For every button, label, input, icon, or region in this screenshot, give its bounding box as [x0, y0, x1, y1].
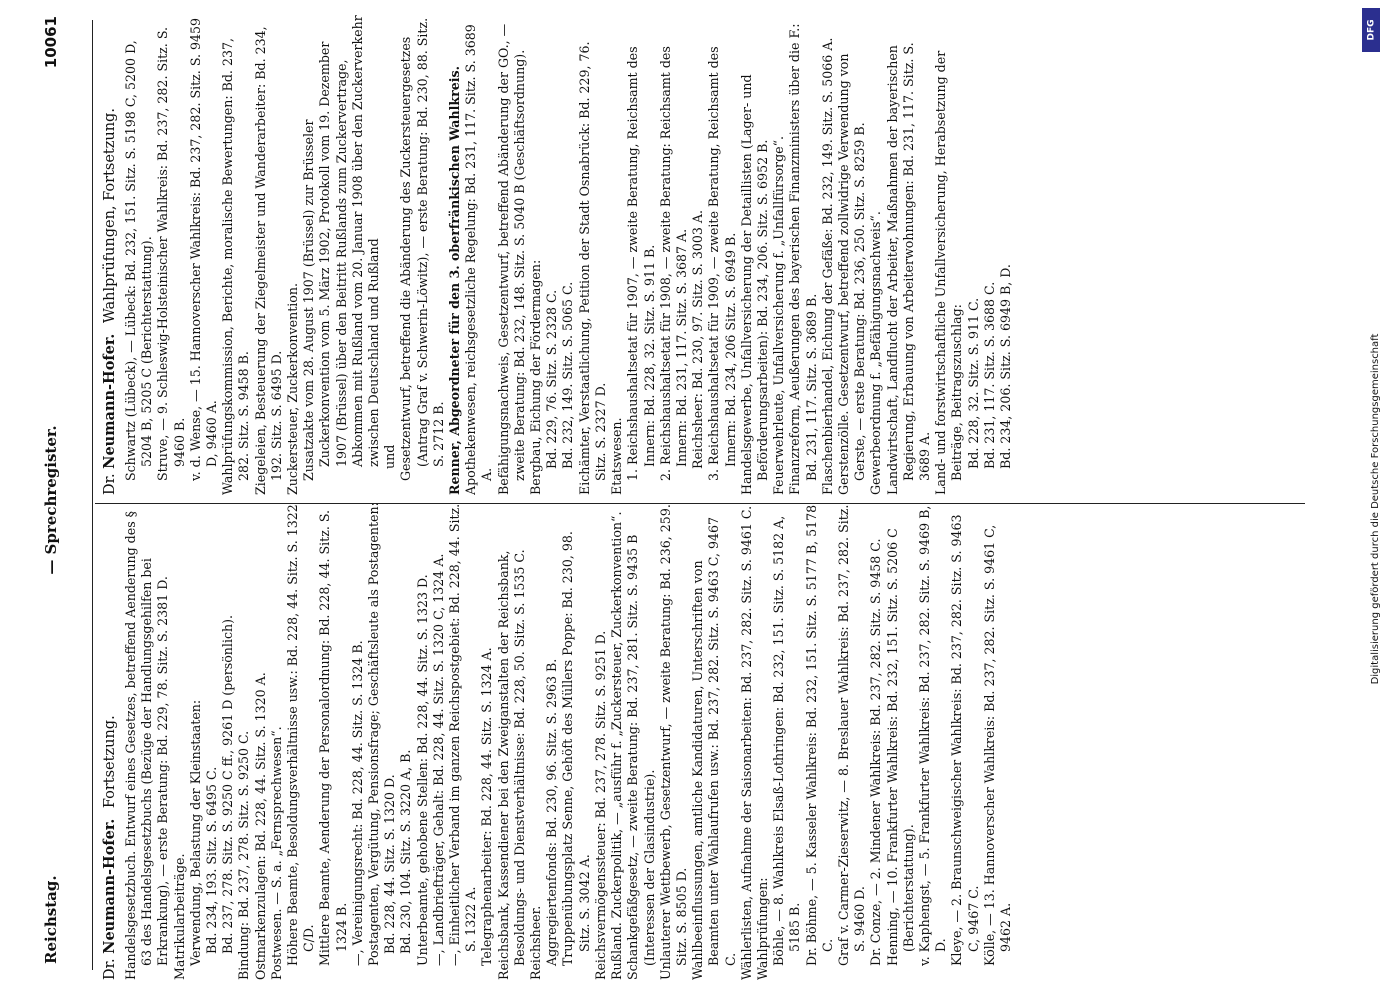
- dfg-logo-text: DFG: [1366, 19, 1377, 41]
- index-entry: Aggregiertenfonds: Bd. 230, 96. Sitz. S. 2963 B.: [544, 658, 560, 966]
- index-entry: Etatswesen.: [609, 417, 625, 495]
- index-entry: Ostmarkenzulagen: Bd. 228, 44. Sitz. S. 1320 A.: [252, 672, 268, 980]
- index-entry: Reichsheer: Bd. 230, 97. Sitz. S. 3003 A.: [690, 210, 706, 469]
- index-entry: Apothekenwesen, reichsgesetzliche Regelung: Bd. 231, 117. Sitz. S. 3689 A.: [463, 24, 495, 495]
- index-entry: Zuckersteuer, Zuckerkonvention.: [285, 282, 301, 495]
- index-entry: Renner, Abgeordneter für den 3. oberfränkischen Wahlkreis.: [447, 65, 463, 495]
- index-entry: v. d. Wense, — 15. Hannoverscher Wahlkreis: Bd. 237, 282. Sitz. S. 9459 D, 9460 A.: [187, 17, 220, 481]
- index-entry: Dr. Conze, — 2. Mindener Wahlkreis: Bd. 237, 282. Sitz. S. 9458 C.: [868, 538, 884, 966]
- index-entry: Rußland. Zuckerpolitik, — „ausführ f. „Zuckersteuer, Zuckerkonvention“.: [609, 511, 625, 980]
- index-entry: Reichsvermögenssteuer: Bd. 237, 278. Sitz. S. 9251 D.: [592, 630, 608, 980]
- index-entry: und: [382, 444, 398, 469]
- header-rule: [92, 20, 93, 970]
- page-header: [36, 0, 76, 1000]
- index-entry: Befähigungsnachweis, Gesetzentwurf, betreffend Abänderung der GO., — zweite Beratung: Bd. 232, 148. Sitz. S. 5040 B (Geschäftsordnung).: [495, 23, 527, 495]
- index-entry: Mittlere Beamte, Aenderung der Personalordnung: Bd. 228, 44. Sitz. S. 1324 B.: [317, 509, 349, 966]
- index-entry: Bd. 234, 193. Sitz. S. 6495 C.: [204, 766, 220, 954]
- header-left: Reichstag.: [42, 875, 60, 964]
- index-entry: Bd. 237, 278. Sitz. S. 9250 C ff., 9261 D (persönlich).: [220, 614, 236, 954]
- index-entry: Matrikularbeiträge.: [171, 853, 187, 980]
- index-entry: Wahlprüfungskommission, Berichte, moralische Bewertungen: Bd. 237, 282. Sitz. S. 9458 B.: [220, 38, 252, 495]
- index-entry: Gerstenzölle. Gesetzentwurf, betreffend zollwidrige Verwendung von Gerste, — erste Beratung: Bd. 236, 250. Sitz. S. 8259 B.: [835, 53, 868, 495]
- index-entry: 3. Reichshaushaltsetat für 1909, — zweite Beratung, Reichsamt des Innern: Bd. 234, 206 Sitz. S. 6949 B.: [706, 46, 738, 481]
- index-entry: Henning, — 10. Frankfurter Wahlkreis: Bd. 232, 151. Sitz. S. 5206 C (Berichterstattung).: [884, 528, 916, 966]
- index-entry: Graf v. Carmer-Zieserwitz, — 8. Breslauer Wahlkreis: Bd. 237, 282. Sitz. S. 9460 D.: [835, 504, 868, 966]
- index-entry: Schwartz (Lübeck), — Lübeck: Bd. 232, 151. Sitz. S. 5198 C, 5200 D, 5204 B, 5205 C (Berichterstattung).: [123, 40, 155, 481]
- index-entry: Struve, — 9. Schleswig-Holsteinischer Wahlkreis: Bd. 237, 282. Sitz. S. 9460 B.: [155, 27, 187, 481]
- index-entry: Dr. Böhme, — 5. Kasseler Wahlkreis: Bd. 232, 151. Sitz. S. 5177 B, 5178 C.: [803, 504, 835, 966]
- index-entry: Unlauterer Wettbewerb, Gesetzentwurf, — zweite Beratung: Bd. 236, 259. Sitz. S. 8505 D.: [657, 504, 689, 980]
- index-entry: Feuerwehrleute, Unfallversicherung f. „Unfallfürsorge“.: [771, 135, 787, 495]
- index-entry: Postwesen. — S. a. „Fernsprechwesen“.: [268, 726, 284, 980]
- index-entry: Reichsheer.: [528, 905, 544, 980]
- right-column-heading: [100, 15, 120, 495]
- index-entry: Bd. 230, 104. Sitz. S. 3220 A, B.: [398, 749, 414, 954]
- index-entry: Unterbeamte, gehobene Stellen: Bd. 228, 44. Sitz. S. 1323 D.: [414, 574, 430, 966]
- index-entry: Bd. 231, 117. Sitz. S. 3688 C.: [981, 281, 997, 469]
- index-entry: Ziegeleien, Besteuerung der Ziegelmeister und Wanderarbeiter: Bd. 234, 192. Sitz. S. 6495 D.: [252, 26, 284, 495]
- index-entry: Bd. 234, 206. Sitz. S. 6949 B, D.: [997, 264, 1013, 469]
- heading-continuation: Wahlprüfungen, Fortsetzung.: [102, 108, 118, 324]
- index-entry: Reichsbank, Kassendiener bei den Zweiganstalten der Reichsbank, Besoldungs- und Dienstverhältnisse: Bd. 228, 50. Sitz. S. 1535 C.: [495, 549, 527, 980]
- heading-continuation: Fortsetzung.: [102, 715, 118, 809]
- index-entry: Kölle, — 13. Hannoverscher Wahlkreis: Bd. 237, 282. Sitz. S. 9461 C, 9462 A.: [981, 524, 1013, 966]
- index-entry: Gewerbeordnung f. „Befähigungsnachweis“.: [868, 211, 884, 495]
- digitization-note: Digitalisierung gefördert durch die Deutsche Forschungsgemeinschaft: [1370, 333, 1381, 685]
- index-entry: Höhere Beamte, Besoldungsverhältnisse usw.: Bd. 228, 44. Sitz. S. 1322 C/D.: [285, 504, 317, 966]
- index-entry: —, Einheitlicher Verband im ganzen Reichspostgebiet: Bd. 228, 44. Sitz. S. 1322 A.: [447, 503, 479, 966]
- heading-name: Neumann-Hofer.: [101, 818, 118, 954]
- index-entry: Bd. 228, 44. Sitz. S. 1320 D.: [382, 774, 398, 954]
- index-entry: Kleye, — 2. Braunschweigischer Wahlkreis: Bd. 237, 282. Sitz. S. 9463 C, 9467 C.: [949, 514, 981, 966]
- left-column: [100, 500, 1300, 980]
- index-entry: —, Landbriefträger, Gehalt: Bd. 228, 44. Sitz. S. 1320 C, 1324 A.: [430, 553, 446, 966]
- index-entry: Landwirtschaft, Landflucht der Arbeiter, Maßnahmen der bayerischen Regierung, Erbauung von Arbeiterwohnungen: Bd. 231, 117. Sitz. S. 3689 A.: [884, 42, 932, 495]
- index-entry: Bindung: Bd. 237, 278. Sitz. S. 9250 C.: [236, 730, 252, 980]
- index-entry: Telegraphenarbeiter: Bd. 228, 44. Sitz. S. 1324 A.: [479, 647, 495, 966]
- column-divider: [95, 503, 1305, 504]
- index-entry: Bd. 232, 149. Sitz. S. 5065 C.: [560, 281, 576, 469]
- right-column: [100, 15, 1300, 495]
- index-entry: Postagenten, Vergütung, Pensionsfrage; Geschäftsleute als Postagenten:: [366, 502, 382, 966]
- index-entry: Schankgefäßgesetz, — zweite Beratung: Bd. 237, 281. Sitz. S. 9435 B (Interessen der Glasindustrie).: [625, 534, 657, 980]
- index-entry: Bd. 229, 76. Sitz. S. 2328 C.: [544, 289, 560, 469]
- index-entry: Eichämter, Verstaatlichung, Petition der Stadt Osnabrück: Bd. 229, 76. Sitz. S. 2327 D.: [576, 41, 608, 495]
- index-entry: Zusatzakte vom 28. August 1907 (Brüssel) zur Brüsseler Zuckerkonvention vom 5. März 1902, Protokoll vom 19. Dezember 1907 (Brüssel) über den Beitritt Rußlands zum Zuckervertrage, Abkommen mit Rußland vom 20. Januar 1908 über den Zuckerverkehr zwischen Deutschland und Rußland: [301, 15, 382, 481]
- index-entry: 2. Reichshaushaltsetat für 1908, — zweite Beratung: Reichsamt des Innern: Bd. 231, 117. Sitz. S. 3687 A.: [657, 46, 689, 481]
- header-center: — Sprechregister.: [42, 425, 60, 575]
- heading-prefix: Dr.: [102, 958, 118, 980]
- right-entry-list: [123, 15, 1014, 495]
- index-entry: 1. Reichshaushaltsetat für 1907, — zweite Beratung, Reichsamt des Innern: Bd. 228, 32. Sitz. S. 911 B.: [625, 46, 657, 481]
- dfg-logo: [1362, 8, 1380, 52]
- left-column-heading: [100, 500, 120, 980]
- index-entry: Finanzreform, Aeußerungen des bayerischen Finanzministers über die F.: Bd. 231, 117. Sitz. S. 3689 B.: [787, 23, 819, 495]
- index-entry: Flaschenbierhandel, Eichung der Gefäße: Bd. 232, 149. Sitz. S. 5066 A.: [819, 37, 835, 495]
- index-entry: Land- und forstwirtschaftliche Unfallversicherung, Herabsetzung der Beiträge, Beitragszuschlag:: [933, 50, 965, 495]
- index-entry: Bd. 228, 32. Sitz. S. 911 C.: [965, 297, 981, 469]
- index-entry: Handelsgesetzbuch. Entwurf eines Gesetzes, betreffend Aenderung des § 63 des Handelsgesetzbuchs (Bezüge der Handlungsgehilfen bei Erkrankung), — erste Beratung: Bd. 229, 78. Sitz. S. 2381 D.: [123, 511, 171, 980]
- left-entry-list: [123, 500, 1014, 980]
- index-entry: Wählerlisten, Aufnahme der Saisonarbeiten: Bd. 237, 282. Sitz. S. 9461 C.: [738, 505, 754, 980]
- digitization-sidebar: [1359, 60, 1381, 940]
- index-entry: Böhle, — 8. Wahlkreis Elsaß-Lothringen: Bd. 232, 151. Sitz. S. 5182 A, 5185 B.: [771, 515, 803, 966]
- index-entry: Verwendung, Belastung der Kleinstaaten:: [187, 699, 203, 966]
- page-number: 10061: [42, 16, 60, 69]
- index-entry: Gesetzentwurf, betreffend die Abänderung des Zuckersteuergesetzes (Antrag Graf v. Schwerin-Löwitz), — erste Beratung: Bd. 230, 88. Sitz. S. 2712 B.: [398, 17, 446, 481]
- index-entry: Handelsgewerbe, Unfallversicherung der Detaillisten (Lager- und Beförderungsarbeiten): Bd. 234, 206. Sitz. S. 6952 B.: [738, 74, 770, 495]
- index-entry: Truppenübungsplatz Senne, Gehöft des Müllers Poppe: Bd. 230, 98. Sitz. S. 3042 A.: [560, 531, 592, 966]
- heading-prefix: Dr.: [102, 473, 118, 495]
- index-entry: Wahlprüfungen:: [754, 877, 770, 980]
- heading-name: Neumann-Hofer.: [101, 333, 118, 469]
- index-entry: v. Kaphengst, — 5. Frankfurter Wahlkreis: Bd. 237, 282. Sitz. S. 9469 B, D.: [916, 505, 949, 966]
- index-entry: Wahlbeeinflussungen, amtliche Kandidaturen, Unterschriften von Beamten unter Wahlaufrufen usw.: Bd. 237, 282. Sitz. S. 9463 C, 9467 C.: [690, 516, 738, 980]
- index-entry: —, Vereinigungsrecht: Bd. 228, 44. Sitz. S. 1324 B.: [349, 640, 365, 966]
- index-entry: Bergbau, Eichung der Fördermagen:: [528, 259, 544, 495]
